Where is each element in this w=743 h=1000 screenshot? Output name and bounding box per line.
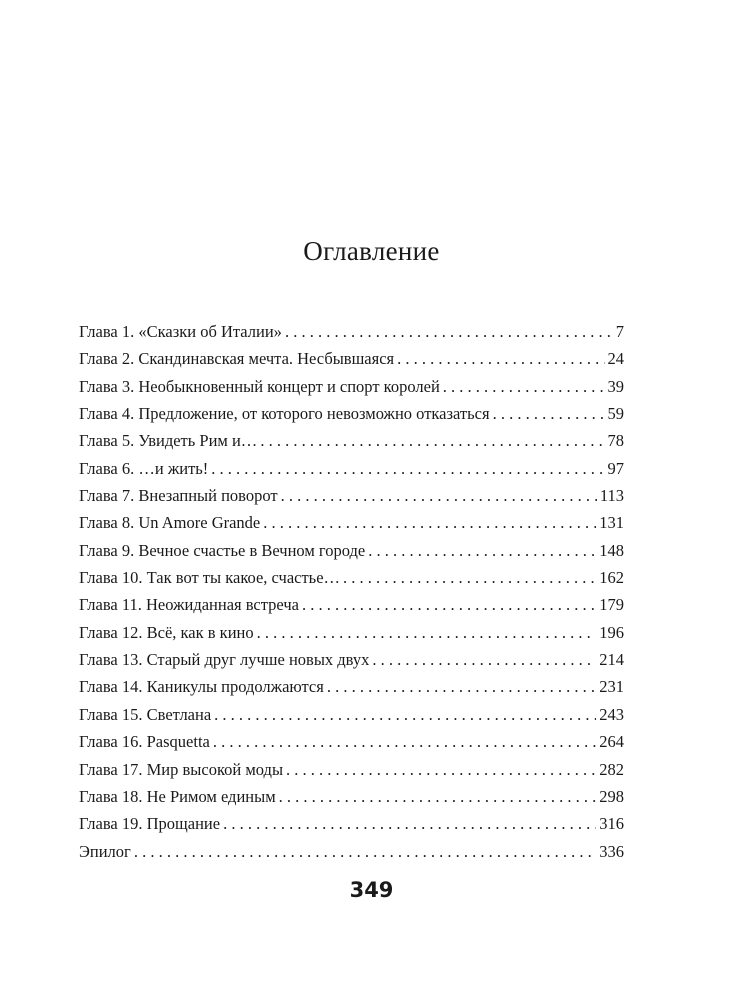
- toc-entry-page-number: 162: [599, 568, 624, 588]
- toc-entry-page-number: 24: [607, 349, 624, 369]
- toc-entry-title: Глава 9. Вечное счастье в Вечном городе: [79, 540, 366, 560]
- toc-entry-title: Глава 11. Неожиданная встреча: [79, 595, 299, 615]
- toc-entry-page-number: 131: [599, 513, 624, 533]
- toc-entry-page-number: 78: [607, 431, 624, 451]
- page-number: 349: [349, 878, 394, 902]
- toc-entry-title: Глава 13. Старый друг лучше новых двух: [79, 650, 370, 670]
- toc-entry-title: Глава 15. Светлана: [79, 704, 212, 724]
- toc-entry: [79, 783, 624, 810]
- dot-leader: [134, 838, 596, 865]
- toc-entry-title: Глава 18. Не Римом единым: [79, 786, 276, 806]
- dot-leader: [213, 728, 596, 755]
- toc-entry: [79, 345, 624, 372]
- dot-leader: [260, 427, 604, 454]
- table-of-contents: [79, 318, 624, 865]
- toc-entry: [79, 619, 624, 646]
- toc-entry: [79, 509, 624, 536]
- toc-entry-title: Глава 8. Un Amore Grande: [79, 513, 261, 533]
- toc-entry-page-number: 336: [599, 841, 624, 861]
- toc-entry-title: Глава 12. Всё, как в кино: [79, 622, 254, 642]
- toc-entry: [79, 427, 624, 454]
- dot-leader: [343, 564, 596, 591]
- toc-entry: [79, 564, 624, 591]
- toc-entry-page-number: 298: [599, 786, 624, 806]
- toc-entry-title: Глава 7. Внезапный поворот: [79, 486, 278, 506]
- toc-entry-title: Глава 17. Мир высокой моды: [79, 759, 284, 779]
- toc-entry-page-number: 231: [599, 677, 624, 697]
- dot-leader: [257, 619, 597, 646]
- toc-entry: [79, 838, 624, 865]
- dot-leader: [302, 591, 596, 618]
- toc-entry-page-number: 7: [615, 322, 624, 341]
- dot-leader: [286, 756, 596, 783]
- toc-entry: [79, 728, 624, 755]
- toc-entry-title: Глава 3. Необыкновенный концерт и спорт королей: [79, 376, 440, 396]
- toc-entry-page-number: 196: [599, 622, 624, 642]
- toc-entry-page-number: 282: [599, 759, 624, 779]
- dot-leader: [223, 810, 596, 837]
- toc-entry-title: Эпилог: [79, 841, 131, 861]
- toc-entry-title: Глава 16. Pasquetta: [79, 732, 210, 752]
- toc-entry-page-number: 148: [599, 540, 624, 560]
- dot-leader: [397, 345, 604, 372]
- toc-entry: [79, 591, 624, 618]
- toc-entry-title: Глава 5. Увидеть Рим и…: [79, 431, 258, 451]
- toc-entry-page-number: 59: [607, 404, 624, 424]
- toc-entry: [79, 646, 624, 673]
- toc-entry-page-number: 264: [599, 732, 624, 752]
- dot-leader: [281, 482, 597, 509]
- toc-entry: [79, 810, 624, 837]
- dot-leader: [279, 783, 597, 810]
- toc-entry: [79, 318, 624, 345]
- toc-entry: [79, 537, 624, 564]
- toc-entry-title: Глава 6. …и жить!: [79, 458, 209, 478]
- toc-entry-title: Глава 14. Каникулы продолжаются: [79, 677, 324, 697]
- dot-leader: [372, 646, 596, 673]
- toc-entry: [79, 701, 624, 728]
- toc-entry-title: Глава 2. Скандинавская мечта. Несбывшаяся: [79, 349, 395, 369]
- toc-entry-page-number: 316: [599, 814, 624, 834]
- page-title: Оглавление: [303, 236, 440, 266]
- toc-entry-title: Глава 4. Предложение, от которого невозможно отказаться: [79, 404, 490, 424]
- toc-entry-page-number: 39: [607, 376, 624, 396]
- dot-leader: [211, 455, 604, 482]
- toc-entry-title: Глава 19. Прощание: [79, 814, 221, 834]
- dot-leader: [443, 373, 605, 400]
- toc-entry: [79, 455, 624, 482]
- toc-entry-page-number: 214: [599, 650, 624, 670]
- dot-leader: [263, 509, 596, 536]
- dot-leader: [214, 701, 596, 728]
- toc-entry: [79, 673, 624, 700]
- toc-entry-page-number: 97: [607, 458, 624, 478]
- toc-entry: [79, 400, 624, 427]
- dot-leader: [327, 673, 596, 700]
- toc-entry-page-number: 179: [599, 595, 624, 615]
- toc-entry-title: Глава 10. Так вот ты какое, счастье…: [79, 568, 341, 588]
- toc-entry: [79, 482, 624, 509]
- toc-entry-page-number: 113: [599, 486, 624, 506]
- toc-entry: [79, 373, 624, 400]
- dot-leader: [285, 318, 613, 345]
- toc-entry: [79, 756, 624, 783]
- toc-entry-page-number: 243: [599, 704, 624, 724]
- dot-leader: [368, 537, 596, 564]
- dot-leader: [493, 400, 605, 427]
- toc-entry-title: Глава 1. «Сказки об Италии»: [79, 322, 282, 341]
